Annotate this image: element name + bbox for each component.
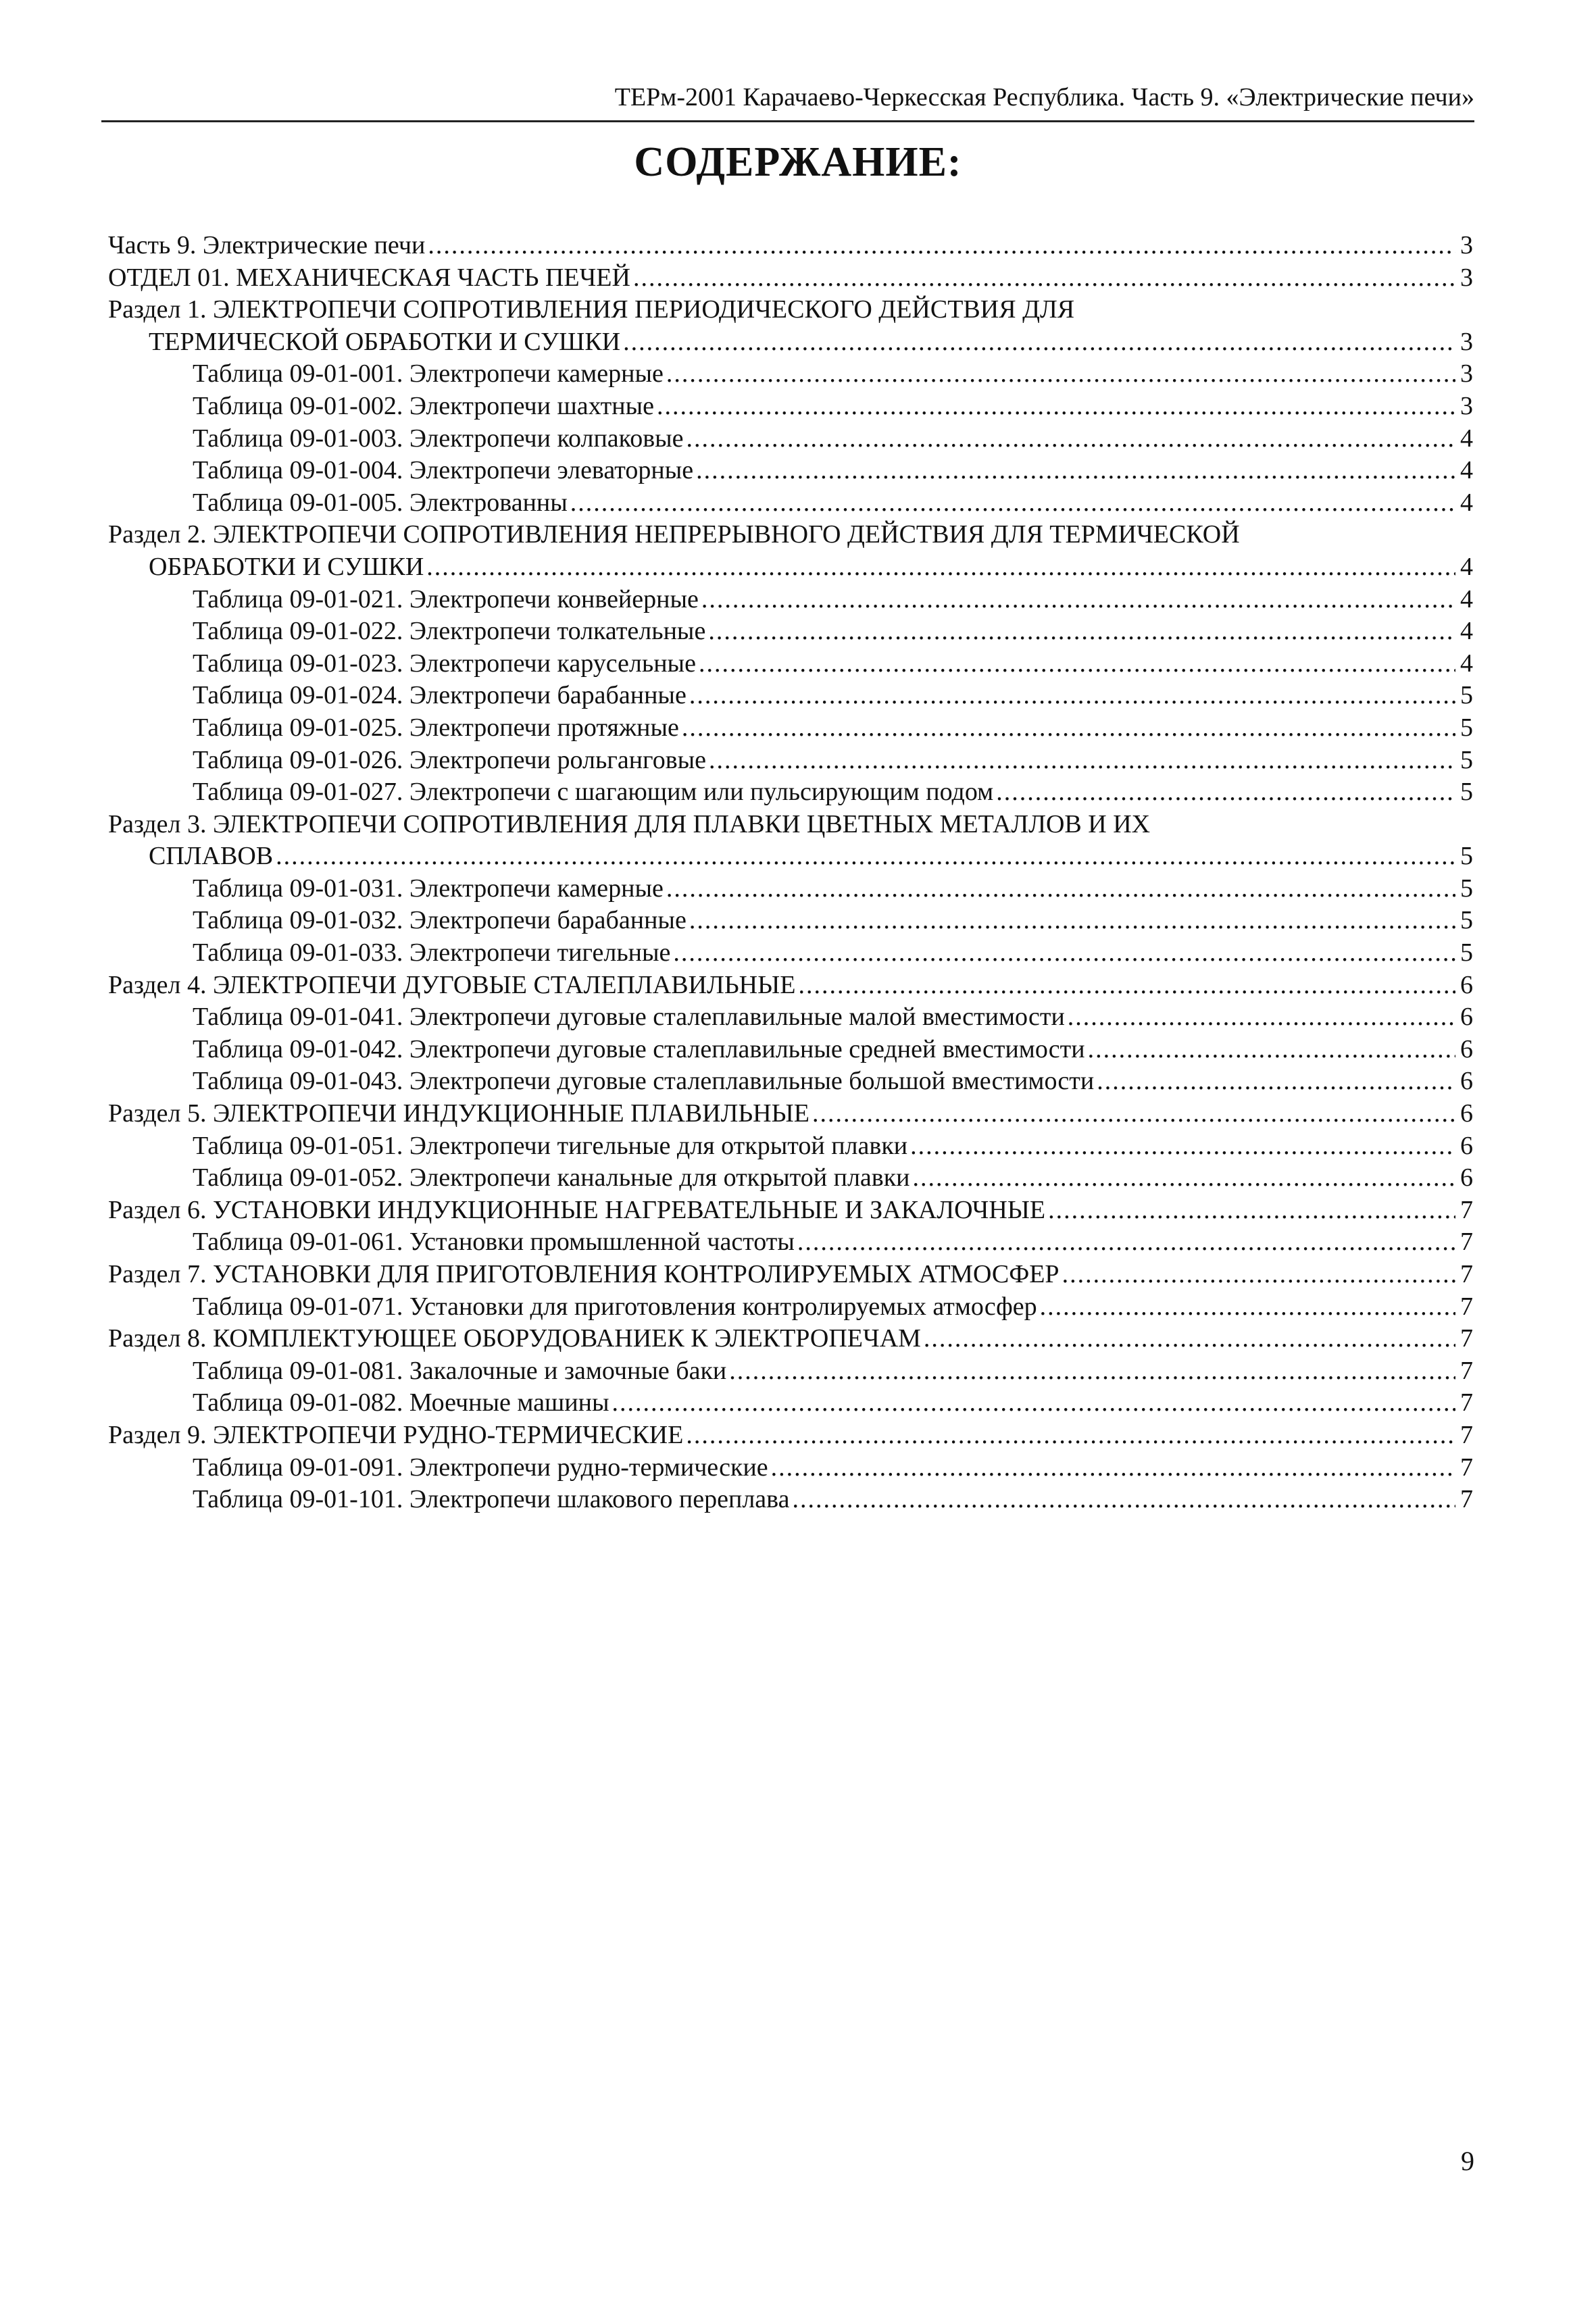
toc-entry-page: 6 <box>1460 1099 1473 1128</box>
toc-entry-page: 4 <box>1460 584 1473 613</box>
toc-entry-title: Таблица 09-01-021. Электропечи конвейерные <box>193 584 699 613</box>
toc-entry-table <box>108 1001 1473 1034</box>
toc-dot-leader <box>798 970 1455 1002</box>
toc-dot-leader <box>1062 1259 1455 1291</box>
toc-entry-page: 7 <box>1460 1324 1473 1353</box>
toc-dot-leader <box>1088 1034 1455 1066</box>
toc-entry-page: 7 <box>1460 1420 1473 1449</box>
toc-dot-leader <box>709 745 1455 777</box>
toc-entry-page: 6 <box>1460 1067 1473 1096</box>
toc-dot-leader <box>428 230 1455 262</box>
toc-entry-title: Раздел 5. ЭЛЕКТРОПЕЧИ ИНДУКЦИОННЫЕ ПЛАВИЛЬНЫЕ <box>108 1099 809 1128</box>
toc-dot-leader <box>276 840 1455 873</box>
toc-entry-page: 4 <box>1460 456 1473 485</box>
toc-entry-table <box>108 1065 1473 1098</box>
toc-dot-leader <box>623 326 1455 359</box>
toc-dot-leader <box>812 1098 1455 1130</box>
toc-dot-leader <box>797 1226 1455 1259</box>
toc-entry-title: Таблица 09-01-031. Электропечи камерные <box>193 874 664 903</box>
toc-entry-table <box>108 1387 1473 1419</box>
toc-entry-table <box>108 615 1473 648</box>
toc-entry-table <box>108 1452 1473 1484</box>
toc-entry-page: 7 <box>1460 1388 1473 1417</box>
toc-dot-leader <box>689 905 1455 937</box>
toc-entry-title: Таблица 09-01-027. Электропечи с шагающим или пульсирующим подом <box>193 778 994 807</box>
toc-entry-section <box>108 1259 1473 1291</box>
toc-entry-page: 3 <box>1460 391 1473 420</box>
toc-entry-title: Таблица 09-01-026. Электропечи рольганговые <box>193 745 707 774</box>
toc-entry-table <box>108 937 1473 970</box>
toc-entry-title: ОБРАБОТКИ И СУШКИ <box>149 552 424 581</box>
toc-entry-title: Таблица 09-01-024. Электропечи барабанные <box>193 681 687 710</box>
toc-dot-leader <box>792 1484 1455 1516</box>
toc-entry-section <box>108 840 1473 873</box>
toc-entry-page: 7 <box>1460 1356 1473 1385</box>
toc-dot-leader <box>708 615 1455 648</box>
toc-entry-section <box>108 1323 1473 1355</box>
toc-entry-table <box>108 1226 1473 1259</box>
toc-entry-page: 3 <box>1460 327 1473 356</box>
toc-entry-section <box>108 519 1473 551</box>
toc-entry-title: Таблица 09-01-071. Установки для приготовления контролируемых атмосфер <box>193 1292 1037 1321</box>
toc-entry-table <box>108 455 1473 487</box>
toc-dot-leader <box>1068 1001 1455 1034</box>
toc-entry-page: 5 <box>1460 745 1473 774</box>
toc-entry-page: 5 <box>1460 906 1473 935</box>
toc-entry-table <box>108 1484 1473 1516</box>
toc-dot-leader <box>682 712 1455 745</box>
toc-dot-leader <box>1097 1065 1455 1098</box>
toc-entry-section <box>108 809 1473 841</box>
toc-dot-leader <box>996 776 1455 809</box>
toc-dot-leader <box>426 551 1455 584</box>
toc-entry-page: 7 <box>1460 1260 1473 1288</box>
toc-entry-page: 4 <box>1460 424 1473 453</box>
toc-entry-title: Таблица 09-01-022. Электропечи толкательные <box>193 617 706 646</box>
toc-entry-page: 6 <box>1460 1034 1473 1063</box>
toc-entry-page: 5 <box>1460 713 1473 742</box>
toc-dot-leader <box>666 358 1455 391</box>
toc-entry-page: 6 <box>1460 970 1473 999</box>
toc-entry-table <box>108 776 1473 809</box>
page-title: СОДЕРЖАНИЕ: <box>634 139 962 185</box>
toc-entry-table <box>108 680 1473 712</box>
toc-dot-leader <box>771 1452 1455 1484</box>
toc-entry-table <box>108 487 1473 520</box>
toc-entry-title: Таблица 09-01-004. Электропечи элеваторные <box>193 456 694 485</box>
toc-entry-title: Раздел 3. ЭЛЕКТРОПЕЧИ СОПРОТИВЛЕНИЯ ДЛЯ ПЛАВКИ ЦВЕТНЫХ МЕТАЛЛОВ И ИХ <box>108 809 1151 838</box>
toc-entry-title: Таблица 09-01-001. Электропечи камерные <box>193 359 664 388</box>
toc-entry-title: Таблица 09-01-051. Электропечи тигельные для открытой плавки <box>193 1131 908 1160</box>
toc-entry-table <box>108 1355 1473 1388</box>
running-header <box>101 80 1474 122</box>
toc-entry-section <box>108 551 1473 584</box>
toc-entry-table <box>108 1034 1473 1066</box>
toc-dot-leader <box>729 1355 1455 1388</box>
toc-entry-title: Раздел 9. ЭЛЕКТРОПЕЧИ РУДНО-ТЕРМИЧЕСКИЕ <box>108 1420 684 1449</box>
toc-entry-page: 5 <box>1460 681 1473 710</box>
toc-entry-table <box>108 358 1473 391</box>
toc-entry-table <box>108 745 1473 777</box>
toc-entry-table <box>108 905 1473 937</box>
toc-dot-leader <box>673 937 1455 970</box>
toc-entry-title: Таблица 09-01-081. Закалочные и замочные баки <box>193 1356 727 1385</box>
toc-entry-section <box>108 970 1473 1002</box>
toc-dot-leader <box>687 423 1455 455</box>
toc-entry-title: Раздел 1. ЭЛЕКТРОПЕЧИ СОПРОТИВЛЕНИЯ ПЕРИОДИЧЕСКОГО ДЕЙСТВИЯ ДЛЯ <box>108 295 1075 324</box>
toc-entry-table <box>108 1162 1473 1194</box>
toc-dot-leader <box>666 873 1455 905</box>
toc-entry-section <box>108 1194 1473 1227</box>
toc-dot-leader <box>701 584 1455 616</box>
toc-entry-page: 4 <box>1460 649 1473 678</box>
toc-entry-section <box>108 1419 1473 1452</box>
toc-entry-title: Таблица 09-01-033. Электропечи тигельные <box>193 938 671 967</box>
toc-entry-page: 4 <box>1460 617 1473 646</box>
running-header-text: ТЕРм-2001 Карачаево-Черкесская Республика. Часть 9. «Электрические печи» <box>614 83 1474 111</box>
toc-entry-title: Таблица 09-01-023. Электропечи карусельные <box>193 649 696 678</box>
toc-entry-page: 3 <box>1460 359 1473 388</box>
toc-entry-title: Раздел 2. ЭЛЕКТРОПЕЧИ СОПРОТИВЛЕНИЯ НЕПРЕРЫВНОГО ДЕЙСТВИЯ ДЛЯ ТЕРМИЧЕСКОЙ <box>108 520 1240 549</box>
toc-entry-title: Таблица 09-01-041. Электропечи дуговые сталеплавильные малой вместимости <box>193 1003 1065 1032</box>
toc-entry-title: Часть 9. Электрические печи <box>108 231 426 259</box>
toc-dot-leader <box>686 1419 1455 1452</box>
toc-entry-table <box>108 391 1473 423</box>
toc-entry-page: 6 <box>1460 1131 1473 1160</box>
toc-entry-page: 7 <box>1460 1228 1473 1257</box>
toc-entry-page: 4 <box>1460 552 1473 581</box>
toc-entry-title: Раздел 4. ЭЛЕКТРОПЕЧИ ДУГОВЫЕ СТАЛЕПЛАВИЛЬНЫЕ <box>108 970 796 999</box>
toc-dot-leader <box>612 1387 1455 1419</box>
toc-entry-page: 5 <box>1460 874 1473 903</box>
toc-entry-section <box>108 1098 1473 1130</box>
toc-entry-title: Раздел 7. УСТАНОВКИ ДЛЯ ПРИГОТОВЛЕНИЯ КОНТРОЛИРУЕМЫХ АТМОСФЕР <box>108 1260 1059 1288</box>
toc-dot-leader <box>696 455 1455 487</box>
toc-dot-leader <box>657 391 1455 423</box>
toc-entry-title: СПЛАВОВ <box>149 842 274 871</box>
toc-entry-section <box>108 262 1473 295</box>
toc-entry-title: Раздел 8. КОМПЛЕКТУЮЩЕЕ ОБОРУДОВАНИЕК К ЭЛЕКТРОПЕЧАМ <box>108 1324 921 1353</box>
toc-entry-title: Таблица 09-01-101. Электропечи шлакового переплава <box>193 1485 790 1514</box>
toc-entry-title: Таблица 09-01-042. Электропечи дуговые сталеплавильные средней вместимости <box>193 1034 1085 1063</box>
toc-dot-leader <box>689 680 1455 712</box>
toc-entry-page: 6 <box>1460 1003 1473 1032</box>
toc-entry-title: Раздел 6. УСТАНОВКИ ИНДУКЦИОННЫЕ НАГРЕВАТЕЛЬНЫЕ И ЗАКАЛОЧНЫЕ <box>108 1195 1046 1224</box>
toc-entry-page: 6 <box>1460 1163 1473 1192</box>
toc-entry-table <box>108 1291 1473 1324</box>
toc-entry-title: Таблица 09-01-002. Электропечи шахтные <box>193 391 654 420</box>
toc-entry-page: 3 <box>1460 231 1473 259</box>
toc-entry-title: Таблица 09-01-005. Электрованны <box>193 488 568 517</box>
toc-entry-section <box>108 326 1473 359</box>
toc-entry-page: 7 <box>1460 1453 1473 1482</box>
toc-entry-title: Таблица 09-01-025. Электропечи протяжные <box>193 713 679 742</box>
toc-dot-leader <box>910 1130 1455 1163</box>
toc-entry-title: Таблица 09-01-082. Моечные машины <box>193 1388 609 1417</box>
toc-dot-leader <box>913 1162 1455 1194</box>
toc-entry-section <box>108 294 1473 326</box>
toc-dot-leader <box>570 487 1455 520</box>
toc-entry-page: 7 <box>1460 1195 1473 1224</box>
toc-dot-leader <box>1048 1194 1455 1227</box>
toc-entry-title: Таблица 09-01-052. Электропечи канальные для открытой плавки <box>193 1163 910 1192</box>
toc-entry-page: 5 <box>1460 842 1473 871</box>
toc-entry-page: 3 <box>1460 263 1473 292</box>
toc-dot-leader <box>633 262 1455 295</box>
toc-entry-table <box>108 712 1473 745</box>
toc-entry-table <box>108 584 1473 616</box>
toc-entry-table <box>108 423 1473 455</box>
toc-entry-title: Таблица 09-01-043. Электропечи дуговые сталеплавильные большой вместимости <box>193 1067 1095 1096</box>
toc-entry-title: ОТДЕЛ 01. МЕХАНИЧЕСКАЯ ЧАСТЬ ПЕЧЕЙ <box>108 263 630 292</box>
toc-entry-page: 5 <box>1460 778 1473 807</box>
toc-entry-page: 4 <box>1460 488 1473 517</box>
toc-entry-table <box>108 648 1473 680</box>
toc-entry-page: 5 <box>1460 938 1473 967</box>
toc-entry-page: 7 <box>1460 1485 1473 1514</box>
toc-dot-leader <box>699 648 1455 680</box>
toc-entry-title: Таблица 09-01-061. Установки промышленной частоты <box>193 1228 795 1257</box>
toc-entry-page: 7 <box>1460 1292 1473 1321</box>
toc-entry-table <box>108 1130 1473 1163</box>
toc-entry-table <box>108 873 1473 905</box>
table-of-contents <box>108 230 1473 1516</box>
toc-dot-leader <box>924 1323 1455 1355</box>
toc-entry-title: Таблица 09-01-032. Электропечи барабанные <box>193 906 687 935</box>
toc-entry-title: Таблица 09-01-091. Электропечи рудно-термические <box>193 1453 768 1482</box>
toc-entry-section <box>108 230 1473 262</box>
page-number: 9 <box>1461 2146 1474 2176</box>
toc-entry-title: Таблица 09-01-003. Электропечи колпаковые <box>193 424 684 453</box>
toc-entry-title: ТЕРМИЧЕСКОЙ ОБРАБОТКИ И СУШКИ <box>149 327 621 356</box>
toc-dot-leader <box>1040 1291 1455 1324</box>
